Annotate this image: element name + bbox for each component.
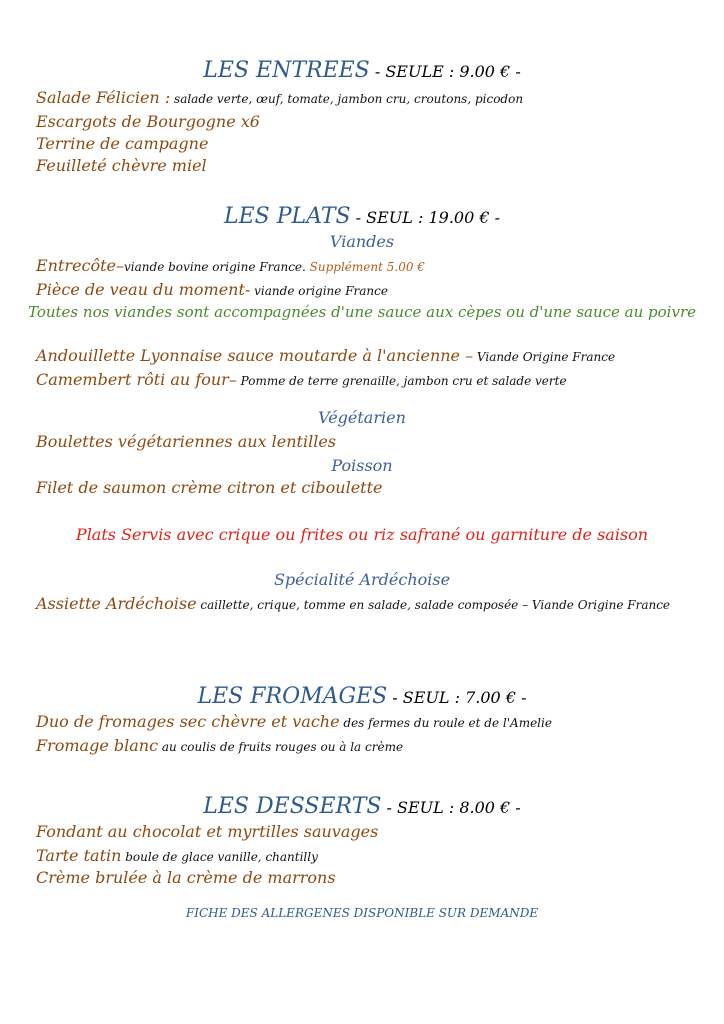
garniture-note: Plats Servis avec crique ou frites ou riz safrané ou garniture de saison bbox=[75, 525, 649, 544]
dish-description: Pomme de terre grenaille, jambon cru et salade verte bbox=[236, 374, 567, 388]
dish-description: boule de glace vanille, chantilly bbox=[121, 850, 318, 864]
dish-name: Boulettes végétariennes aux lentilles bbox=[36, 432, 337, 451]
desserts-heading bbox=[0, 794, 724, 819]
dish-name: Andouillette Lyonnaise sauce moutarde à l'ancienne – bbox=[36, 346, 474, 365]
sauce-note: Toutes nos viandes sont accompagnées d'une sauce aux cèpes ou d'une sauce au poivre bbox=[28, 303, 697, 321]
dish-name: Entrecôte– bbox=[36, 256, 125, 275]
dish-name: Camembert rôti au four– bbox=[36, 370, 237, 389]
dish-description: caillette, crique, tomme en salade, salade composée – Viande Origine France bbox=[196, 598, 671, 612]
entrees-heading bbox=[0, 58, 724, 83]
dish-description: au coulis de fruits rouges ou à la crème bbox=[158, 740, 404, 754]
dish-description: des fermes du roule et de l'Amelie bbox=[339, 716, 552, 730]
plats-heading bbox=[0, 204, 724, 229]
dish-description: Viande Origine France bbox=[473, 350, 616, 364]
dish-name: Terrine de campagne bbox=[36, 134, 209, 153]
viandes-heading: Viandes bbox=[329, 232, 395, 251]
menu-item bbox=[36, 112, 260, 131]
dish-description: viande origine France bbox=[250, 284, 388, 298]
dish-name: Tarte tatin bbox=[36, 846, 122, 865]
dish-name: Feuilleté chèvre miel bbox=[36, 156, 207, 175]
fromages-title: LES FROMAGES bbox=[197, 684, 388, 709]
menu-item bbox=[36, 256, 425, 275]
dish-description: salade verte, œuf, tomate, jambon cru, croutons, picodon bbox=[170, 92, 524, 106]
vegetarien-heading: Végétarien bbox=[318, 408, 406, 427]
dish-name: Escargots de Bourgogne x6 bbox=[36, 112, 260, 131]
menu-item bbox=[36, 346, 615, 365]
dish-name: Fondant au chocolat et myrtilles sauvages bbox=[36, 822, 379, 841]
entrees-title: LES ENTREES bbox=[203, 58, 370, 83]
menu-item bbox=[36, 432, 336, 451]
menu-item bbox=[36, 868, 336, 887]
menu-item bbox=[36, 134, 208, 153]
supplement-price: Supplément 5.00 € bbox=[309, 260, 425, 274]
menu-item bbox=[36, 88, 523, 107]
allergen-note: FICHE DES ALLERGENES DISPONIBLE SUR DEMANDE bbox=[185, 906, 539, 920]
fromages-price: - SEUL : 7.00 € - bbox=[387, 688, 527, 707]
poisson-heading: Poisson bbox=[331, 456, 393, 475]
dish-name: Salade Félicien : bbox=[36, 88, 171, 107]
specialite-heading: Spécialité Ardéchoise bbox=[273, 570, 451, 589]
dish-description: viande bovine origine France. bbox=[124, 260, 310, 274]
menu-item bbox=[36, 478, 383, 497]
dish-name: Pièce de veau du moment- bbox=[36, 280, 251, 299]
menu-item bbox=[36, 846, 318, 865]
menu-item bbox=[36, 712, 552, 731]
fromages-heading bbox=[0, 684, 724, 709]
menu-item bbox=[36, 736, 403, 755]
desserts-title: LES DESSERTS bbox=[203, 794, 382, 819]
dish-name: Crème brulée à la crème de marrons bbox=[36, 868, 336, 887]
desserts-price: - SEUL : 8.00 € - bbox=[381, 798, 521, 817]
entrees-price: - SEULE : 9.00 € - bbox=[369, 62, 521, 81]
menu-item bbox=[36, 280, 388, 299]
menu-item bbox=[36, 594, 686, 615]
plats-title: LES PLATS bbox=[223, 204, 351, 229]
dish-name: Duo de fromages sec chèvre et vache bbox=[36, 712, 340, 731]
dish-name: Fromage blanc bbox=[36, 736, 159, 755]
plats-price: - SEUL : 19.00 € - bbox=[350, 208, 501, 227]
menu-item bbox=[36, 822, 378, 841]
dish-name: Assiette Ardéchoise bbox=[36, 594, 197, 613]
menu-item bbox=[36, 370, 567, 389]
dish-name: Filet de saumon crème citron et ciboulette bbox=[36, 478, 383, 497]
menu-item bbox=[36, 156, 207, 175]
